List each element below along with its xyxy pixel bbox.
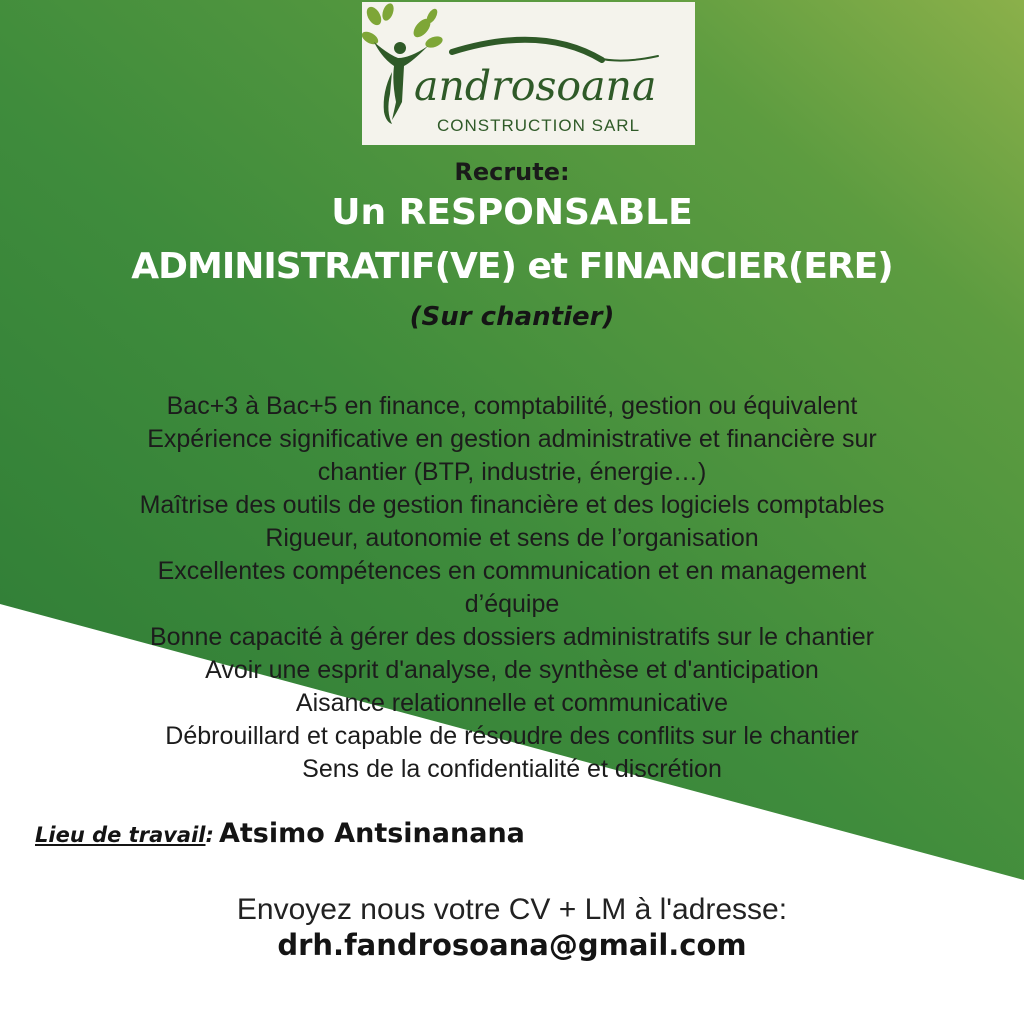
requirement-item: Expérience significative en gestion administrative et financière sur <box>147 425 877 453</box>
work-location-label: Lieu de travail <box>35 823 206 847</box>
requirement-item: Maîtrise des outils de gestion financière et des logiciels comptables <box>139 491 885 519</box>
requirement-item: Bac+3 à Bac+5 en finance, comptabilité, gestion ou équivalent <box>166 392 858 420</box>
logo-wordmark: androsoana <box>414 62 657 110</box>
application-instruction: Envoyez nous votre CV + LM à l'adresse: <box>236 893 788 926</box>
requirement-item: Aisance relationnelle et communicative <box>295 689 729 717</box>
logo-subtitle: CONSTRUCTION SARL <box>436 116 641 135</box>
requirement-item: Excellentes compétences en communication et en management <box>157 557 867 585</box>
requirement-item: Débrouillard et capable de résoudre des conflits sur le chantier <box>165 722 859 750</box>
work-location-value: Atsimo Antsinanana <box>219 818 525 849</box>
work-location-colon: : <box>205 823 214 847</box>
recruiting-label: Recrute: <box>454 158 570 186</box>
company-logo <box>362 2 695 145</box>
requirements-list <box>30 390 994 786</box>
requirement-item: d’équipe <box>464 590 560 618</box>
job-title-line-2: ADMINISTRATIF(VE) et FINANCIER(ERE) <box>131 246 893 287</box>
requirement-item: chantier (BTP, industrie, énergie…) <box>317 458 707 486</box>
requirement-item: Rigueur, autonomie et sens de l’organisation <box>265 524 759 552</box>
contact-email[interactable]: drh.fandrosoana@gmail.com <box>277 928 747 962</box>
work-location <box>35 818 525 849</box>
requirement-item: Avoir une esprit d'analyse, de synthèse et d'anticipation <box>205 656 819 684</box>
job-title-line-1: Un RESPONSABLE <box>331 192 693 233</box>
job-location-type: (Sur chantier) <box>409 302 615 332</box>
requirement-item: Bonne capacité à gérer des dossiers administratifs sur le chantier <box>150 623 874 651</box>
requirement-item: Sens de la confidentialité et discrétion <box>302 755 722 783</box>
